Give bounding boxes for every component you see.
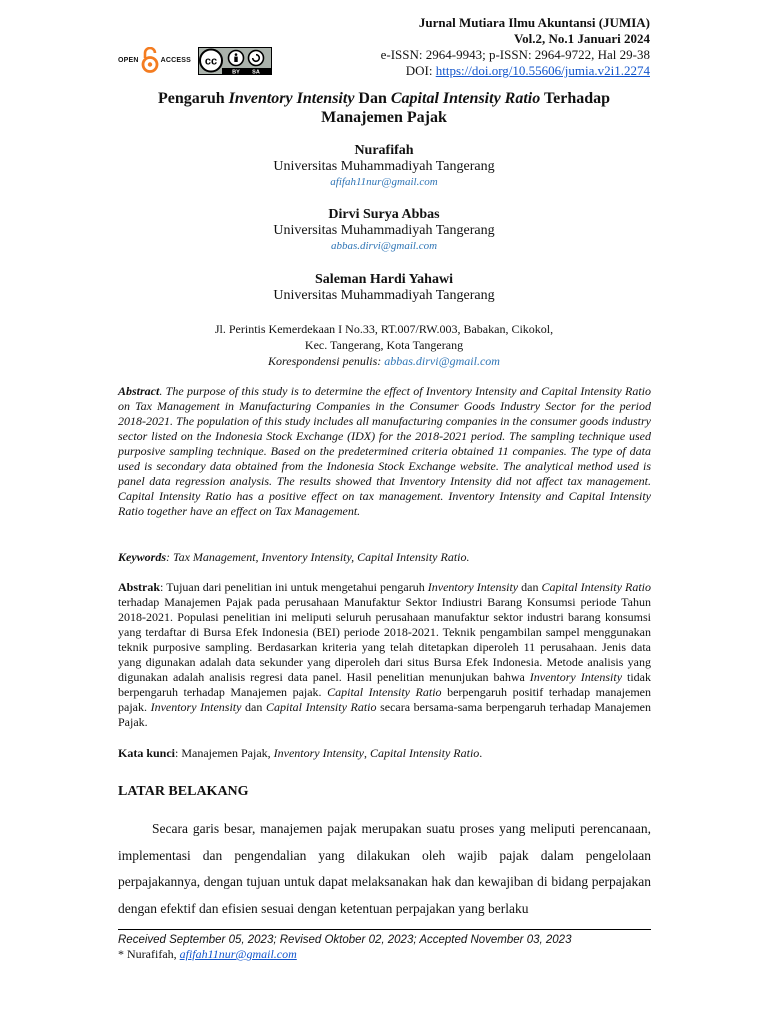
- abstrak-term: Capital Intensity Ratio: [265, 700, 377, 714]
- author-email[interactable]: afifah11nur@gmail.com: [330, 176, 438, 188]
- correspondence-line: [100, 353, 668, 369]
- title-part-italic: Capital Intensity Ratio: [390, 90, 541, 107]
- open-lock-icon: [141, 47, 159, 73]
- abstract-label: Abstract: [118, 384, 160, 398]
- footnote-divider: [118, 929, 651, 930]
- author-email[interactable]: abbas.dirvi@gmail.com: [330, 240, 438, 252]
- abstrak-text: tidak berpengaruh terhadap Manajemen pajak.: [118, 670, 651, 699]
- abstrak-text: dan: [241, 700, 266, 714]
- kata-kunci-text: : Manajemen Pajak,: [175, 746, 274, 760]
- author-name: Saleman Hardi Yahawi: [315, 272, 453, 287]
- author-3: [100, 272, 668, 304]
- author-name: Nurafifah: [354, 143, 414, 158]
- abstrak-text: terhadap Manajemen Pajak pada perusahaan Manufaktur Sektor Indiustri Barang Konsumsi periode Tahun 2018-2021. Populasi penelitian ini meliputi seluruh perusahaan manufaktur sektor industri barang konsumsi yang terdaftar di Bursa Efek Indonesia (BEI) periode 2018-2021. Teknik pengambilan sampel menggunakan teknik purposive sampling. Berdasarkan kriteria yang telah ditetapkan diperoleh 11 perusahaan. Jenis data yang digunakan adalah data sekunder yang diperoleh dari situs Bursa Efek Indonesia. Metode analisis yang digunakan adalah analisis regresi data panel. Hasil penelitian menunjukan bahwa: [118, 595, 651, 684]
- footnote-email[interactable]: afifah11nur@gmail.com: [179, 947, 297, 961]
- abstract-indonesian: [118, 580, 651, 730]
- journal-doi: [381, 63, 650, 79]
- address-block: [100, 321, 668, 369]
- kata-kunci-term: Inventory Intensity: [273, 746, 364, 760]
- cc-text: cc: [204, 55, 218, 68]
- abstrak-text: : Tujuan dari penelitian ini untuk mengetahui pengaruh: [160, 580, 428, 594]
- abstrak-text: berpengaruh positif terhadap manajemen pajak.: [118, 685, 651, 714]
- paper-title: [100, 89, 668, 127]
- author-name: Dirvi Surya Abbas: [328, 207, 440, 222]
- keywords-indonesian: [118, 746, 651, 761]
- kata-kunci-label: Kata kunci: [118, 746, 176, 760]
- kata-kunci-term: Capital Intensity Ratio: [369, 746, 480, 760]
- title-part-italic: Inventory Intensity: [228, 90, 355, 107]
- correspondence-label: Korespondensi penulis:: [268, 354, 385, 368]
- section-paragraph: [118, 816, 651, 922]
- received-dates: Received September 05, 2023; Revised Oktober 02, 2023; Accepted November 03, 2023: [118, 934, 572, 946]
- kata-kunci-text: ,: [363, 746, 370, 760]
- journal-volume: Vol.2, No.1 Januari 2024: [513, 31, 650, 46]
- address-line2: Kec. Tangerang, Kota Tangerang: [304, 338, 464, 352]
- abstrak-label: Abstrak: [118, 580, 161, 594]
- author-affiliation: Universitas Muhammadiyah Tangerang: [273, 159, 495, 174]
- title-part: Dan: [354, 90, 391, 107]
- author-1: [100, 143, 668, 190]
- footnote-correspondence: [118, 947, 571, 961]
- open-access-left-text: OPEN: [118, 56, 139, 64]
- author-2: [100, 207, 668, 254]
- open-access-logo: [118, 47, 191, 73]
- abstrak-text: secara bersama-sama berpengaruh terhadap Manajemen Pajak.: [118, 700, 651, 729]
- author-affiliation: Universitas Muhammadiyah Tangerang: [273, 288, 495, 303]
- abstract-text: . The purpose of this study is to determine the effect of Inventory Intensity and Capital Intensity Ratio on Tax Management in Manufacturing Companies in the Consumer Goods Industry Sector for the period 2018-2021. The population of this study includes all manufacturing companies in the consumer goods industry sector listed on the Indonesia Stock Exchange (IDX) for the 2018-2021 period. The sampling technique used purposive sampling technique. Based on the predetermined criteria obtained 11 companies. The type of data used is secondary data obtained from the Indonesia Stock Exchange website. The analytical method used is panel data regression analysis. The results showed that Inventory Intensity did not affect tax management. Capital Intensity Ratio has a positive effect on tax management. Inventory Intensity and Capital Intensity Ratio together have an effect on Tax Management.: [118, 384, 651, 518]
- journal-name: Jurnal Mutiara Ilmu Akuntansi (JUMIA): [418, 15, 650, 30]
- abstract-english: [118, 384, 651, 519]
- journal-issn: e-ISSN: 2964-9943; p-ISSN: 2964-9722, Hal 29-38: [380, 47, 650, 62]
- abstrak-term: Inventory Intensity: [150, 700, 242, 714]
- author-affiliation: Universitas Muhammadiyah Tangerang: [273, 223, 495, 238]
- doi-label: DOI:: [405, 63, 433, 78]
- journal-header: [381, 15, 650, 79]
- cc-by-sa-badge: [198, 47, 272, 75]
- sa-text: SA: [252, 69, 260, 75]
- kata-kunci-text: .: [479, 746, 483, 760]
- section-paragraph-text: Secara garis besar, manajemen pajak merupakan suatu proses yang meliputi perencanaan, implementasi dan pengendalian yang dilakukan oleh wajib pajak dalam pengelolaan perpajakannya, dengan tujuan untuk dapat melaksanakan hak dan kewajiban di bidang perpajakan dengan efektif dan efisien sesuai dengan ketentuan perpajakan yang berlaku: [118, 821, 651, 916]
- title-part: Pengaruh: [157, 90, 229, 107]
- abstrak-term: Capital Intensity Ratio: [541, 580, 651, 594]
- title-line2: Manajemen Pajak: [321, 109, 447, 126]
- abstrak-term: Inventory Intensity: [529, 670, 623, 684]
- title-part: Terhadap: [540, 90, 611, 107]
- section-heading: LATAR BELAKANG: [118, 784, 249, 799]
- open-access-right-text: ACCESS: [160, 56, 192, 64]
- keywords-text: : Tax Management, Inventory Intensity, Capital Intensity Ratio.: [166, 550, 470, 564]
- by-text: BY: [232, 69, 240, 75]
- footnote-prefix: * Nurafifah,: [118, 947, 180, 961]
- keywords-label: Keywords: [118, 550, 166, 564]
- correspondence-email[interactable]: abbas.dirvi@gmail.com: [384, 354, 500, 368]
- abstrak-text: dan: [518, 580, 542, 594]
- footnote-block: [118, 933, 571, 961]
- address-line1: Jl. Perintis Kemerdekaan I No.33, RT.007/RW.003, Babakan, Cikokol,: [214, 322, 554, 336]
- keywords-english: [118, 550, 651, 565]
- abstrak-term: Inventory Intensity: [427, 580, 519, 594]
- doi-link[interactable]: https://doi.org/10.55606/jumia.v2i1.2274: [435, 63, 650, 78]
- abstrak-term: Capital Intensity Ratio: [327, 685, 442, 699]
